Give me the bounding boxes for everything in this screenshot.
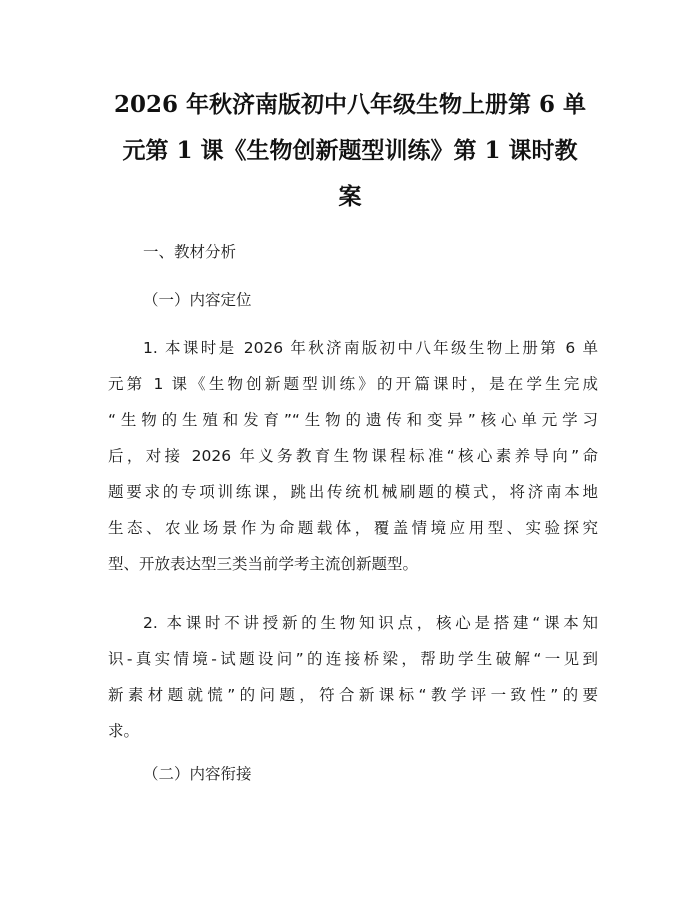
paragraph-1-line-1: 1. 本课时是 2026 年秋济南版初中八年级生物上册第 6 单	[143, 339, 598, 357]
paragraph-1-line-4: 后，对接 2026 年义务教育生物课程标准“核心素养导向”命	[108, 447, 598, 465]
subsection-heading-content-connection: （二）内容衔接	[143, 765, 252, 783]
paragraph-1-line-3: “生物的生殖和发育”“生物的遗传和变异”核心单元学习	[108, 411, 598, 429]
paragraph-2-line-2: 识-真实情境-试题设问”的连接桥梁，帮助学生破解“一见到	[108, 650, 598, 668]
subsection-heading-content-positioning: （一）内容定位	[143, 291, 252, 309]
paragraph-2-line-4: 求。	[108, 722, 140, 740]
paragraph-2-line-1: 2. 本课时不讲授新的生物知识点，核心是搭建“课本知	[143, 614, 598, 632]
document-title-line-2: 元第 1 课《生物创新题型训练》第 1 课时教	[122, 137, 578, 164]
paragraph-2-line-3: 新素材题就慌”的问题，符合新课标“教学评一致性”的要	[108, 686, 598, 704]
paragraph-1-line-6: 生态、农业场景作为命题载体，覆盖情境应用型、实验探究	[108, 519, 598, 537]
document-title-line-3: 案	[338, 183, 362, 210]
paragraph-1-line-5: 题要求的专项训练课，跳出传统机械刷题的模式，将济南本地	[108, 483, 598, 501]
document-title-line-1: 2026 年秋济南版初中八年级生物上册第 6 单	[113, 91, 587, 118]
section-heading-teaching-material-analysis: 一、教材分析	[143, 243, 237, 261]
paragraph-1-line-2: 元第 1 课《生物创新题型训练》的开篇课时，是在学生完成	[108, 375, 598, 393]
paragraph-1-line-7: 型、开放表达型三类当前学考主流创新题型。	[108, 555, 419, 573]
